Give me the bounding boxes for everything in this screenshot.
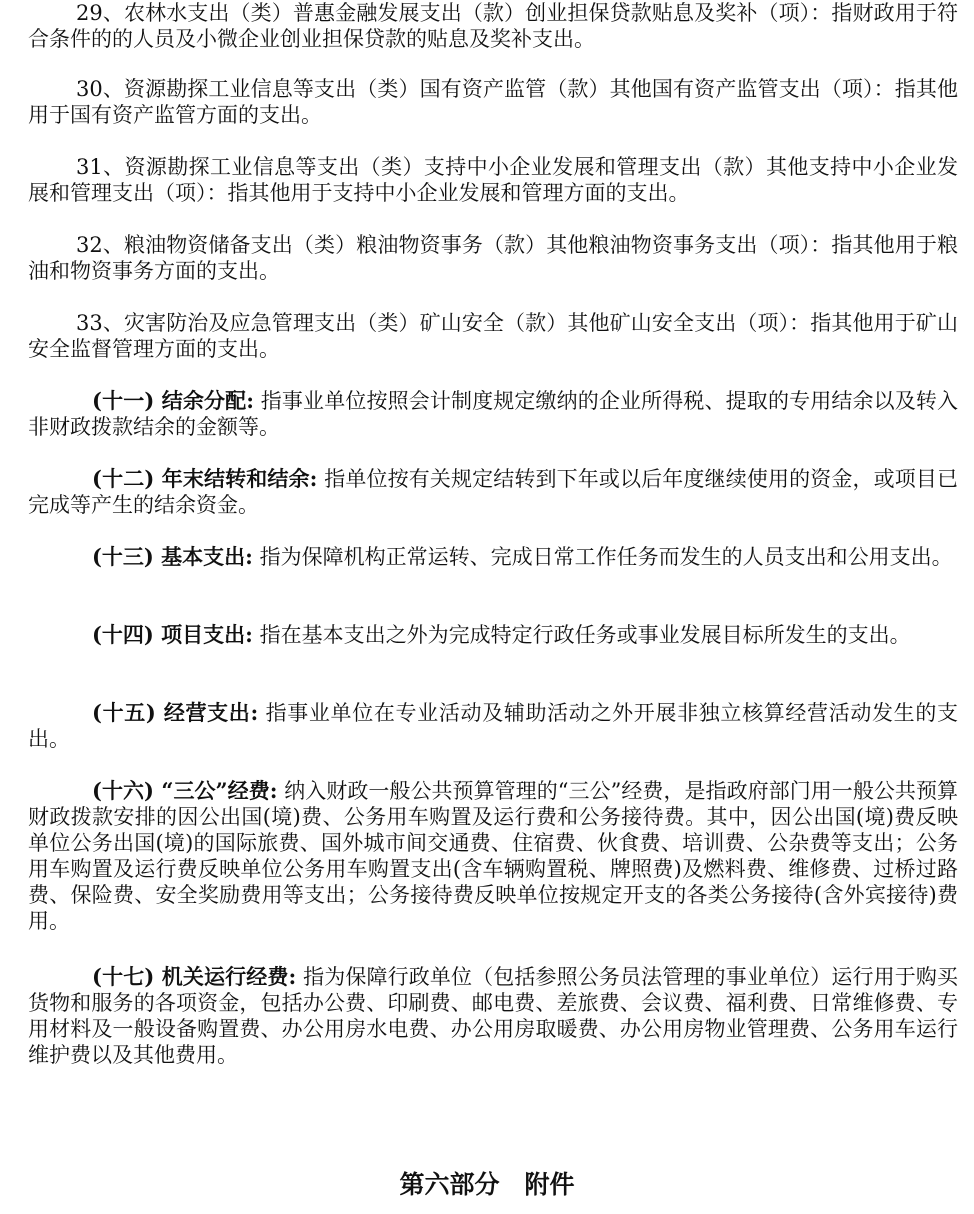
definition-operating-expenditure (28, 700, 958, 752)
expense-item-text: 32、粮油物资储备支出（类）粮油物资事务（款）其他粮油物资事务支出（项）：指其他用于粮油和物资事务方面的支出。 (28, 233, 958, 283)
definition-year-end-carryover (28, 466, 958, 518)
expense-item-33 (28, 310, 958, 362)
definition-three-public-funds (28, 778, 958, 934)
definition-text: 指单位按有关规定结转到下年或以后年度继续使用的资金，或项目已完成等产生的结余资金。 (28, 467, 959, 517)
definition-basic-expenditure (28, 544, 958, 570)
expense-item-30 (28, 76, 958, 128)
expense-item-text: 31、资源勘探工业信息等支出（类）支持中小企业发展和管理支出（款）其他支持中小企业发展和管理支出（项）：指其他用于支持中小企业发展和管理方面的支出。 (28, 155, 958, 205)
definition-text: 指为保障行政单位（包括参照公务员法管理的事业单位）运行用于购买货物和服务的各项资金，包括办公费、印刷费、邮电费、差旅费、会议费、福利费、日常维修费、专用材料及一般设备购置费、办公用房水电费、办公用房取暖费、办公用房物业管理费、公务用车运行维护费以及其他费用。 (28, 965, 958, 1067)
definition-term: (十七) 机关运行经费: (92, 964, 297, 989)
expense-item-text: 30、资源勘探工业信息等支出（类）国有资产监管（款）其他国有资产监管支出（项）：指其他用于国有资产监管方面的支出。 (28, 77, 958, 127)
definition-term: (十一) 结余分配: (92, 388, 254, 413)
definition-term: (十二) 年末结转和结余: (92, 466, 318, 491)
expense-item-text: 29、农林水支出（类）普惠金融发展支出（款）创业担保贷款贴息及奖补（项）：指财政用于符合条件的的人员及小微企业创业担保贷款的贴息及奖补支出。 (28, 1, 958, 51)
definition-term: (十三) 基本支出: (92, 544, 253, 569)
definition-text: 指在基本支出之外为完成特定行政任务或事业发展目标所发生的支出。 (259, 623, 911, 647)
definition-text: 指事业单位按照会计制度规定缴纳的企业所得税、提取的专用结余以及转入非财政拨款结余的金额等。 (28, 389, 958, 439)
definition-term: (十六) “三公”经费: (92, 778, 278, 803)
expense-item-32 (28, 232, 958, 284)
definition-text: 指事业单位在专业活动及辅助活动之外开展非独立核算经营活动发生的支出。 (28, 701, 959, 751)
definition-term: (十五) 经营支出: (92, 700, 259, 725)
definition-agency-operating-funds (28, 964, 958, 1068)
definition-project-expenditure (28, 622, 958, 648)
expense-item-29 (28, 0, 958, 52)
definition-term: (十四) 项目支出: (92, 622, 253, 647)
definition-balance-distribution (28, 388, 958, 440)
expense-item-31 (28, 154, 958, 206)
definition-text: 纳入财政一般公共预算管理的“三公”经费，是指政府部门用一般公共预算财政拨款安排的因公出国(境)费、公务用车购置及运行费和公务接待费。其中，因公出国(境)费反映单位公务出国(境)的国际旅费、国外城市间交通费、住宿费、伙食费、培训费、公杂费等支出；公务用车购置及运行费反映单位公务用车购置支出(含车辆购置税、牌照费)及燃料费、维修费、过桥过路费、保险费、安全奖励费用等支出；公务接待费反映单位按规定开支的各类公务接待(含外宾接待)费用。 (28, 779, 958, 933)
section-heading: 第六部分 附件 (399, 1170, 575, 1199)
definition-text: 指为保障机构正常运转、完成日常工作任务而发生的人员支出和公用支出。 (259, 545, 953, 569)
expense-item-text: 33、灾害防治及应急管理支出（类）矿山安全（款）其他矿山安全支出（项）：指其他用于矿山安全监督管理方面的支出。 (28, 311, 958, 361)
